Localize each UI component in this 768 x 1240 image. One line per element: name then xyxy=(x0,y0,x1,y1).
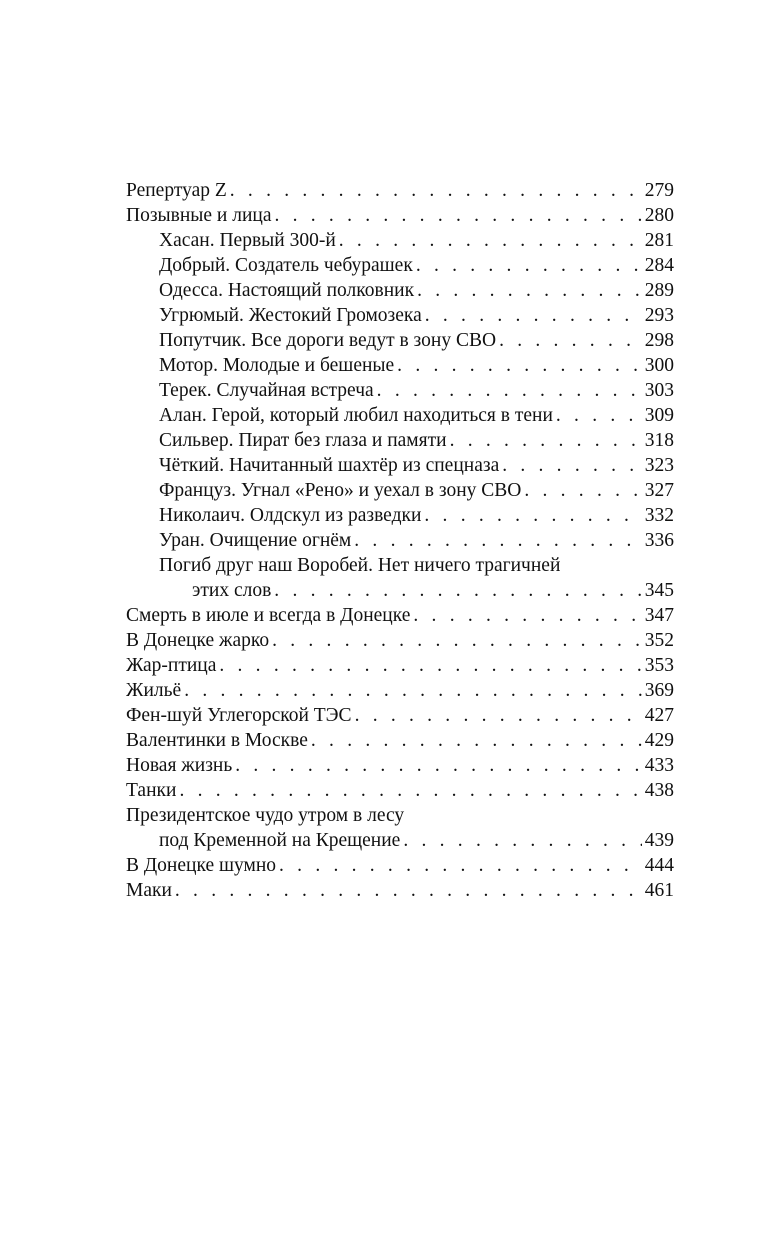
toc-subentry xyxy=(126,378,674,403)
toc-entry-page: 369 xyxy=(644,680,674,701)
toc-entry-page: 438 xyxy=(644,780,674,801)
dot-leader xyxy=(279,853,642,878)
toc-entry xyxy=(126,703,674,728)
toc-entry xyxy=(126,678,674,703)
toc-entry-page: 332 xyxy=(644,505,674,526)
table-of-contents xyxy=(126,178,674,903)
toc-entry-page: 293 xyxy=(644,305,674,326)
toc-entry-page: 345 xyxy=(644,580,674,601)
toc-entry-page: 347 xyxy=(644,605,674,626)
toc-entry-page: 336 xyxy=(644,530,674,551)
toc-entry-title: Позывные и лица xyxy=(126,205,272,226)
toc-subentry xyxy=(126,528,674,553)
toc-entry-page: 439 xyxy=(644,830,674,851)
dot-leader xyxy=(235,753,642,778)
toc-entry-title: Алан. Герой, который любил находиться в тени xyxy=(159,405,553,426)
toc-entry-title: Маки xyxy=(126,880,172,901)
toc-subentry xyxy=(126,228,674,253)
toc-subentry xyxy=(126,328,674,353)
toc-entry-page: 433 xyxy=(644,755,674,776)
toc-entry-page: 300 xyxy=(644,355,674,376)
toc-entry-title: Фен-шуй Углегорской ТЭС xyxy=(126,705,352,726)
toc-entry xyxy=(126,178,674,203)
toc-entry xyxy=(126,203,674,228)
dot-leader xyxy=(219,653,641,678)
toc-entry-title: Одесса. Настоящий полковник xyxy=(159,280,415,301)
toc-subentry xyxy=(126,253,674,278)
toc-entry xyxy=(126,753,674,778)
toc-entry xyxy=(126,853,674,878)
toc-entry-page: 427 xyxy=(644,705,674,726)
toc-entry-page: 352 xyxy=(644,630,674,651)
toc-entry-page: 309 xyxy=(644,405,674,426)
toc-entry-page: 279 xyxy=(644,180,674,201)
toc-entry-page: 318 xyxy=(644,430,674,451)
toc-entry-line2 xyxy=(126,828,674,853)
toc-entry-title: Валентинки в Москве xyxy=(126,730,308,751)
toc-entry-title: Президентское чудо утром в лесу xyxy=(126,805,405,826)
toc-entry xyxy=(126,628,674,653)
toc-entry-title: Француз. Угнал «Рено» и уехал в зону СВО xyxy=(159,480,522,501)
toc-entry-page: 280 xyxy=(644,205,674,226)
toc-entry-title: Новая жизнь xyxy=(126,755,233,776)
toc-subentry xyxy=(126,403,674,428)
dot-leader xyxy=(397,353,642,378)
toc-entry-title: Танки xyxy=(126,780,177,801)
toc-entry-page: 461 xyxy=(644,880,674,901)
toc-entry-title: Погиб друг наш Воробей. Нет ничего трагичней xyxy=(159,555,561,576)
toc-entry-title: Николаич. Олдскул из разведки xyxy=(159,505,422,526)
toc-entry-page: 303 xyxy=(644,380,674,401)
toc-entry-line1 xyxy=(126,803,674,828)
toc-entry-title: В Донецке жарко xyxy=(126,630,270,651)
toc-entry-title: Жильё xyxy=(126,680,182,701)
toc-entry-title: Репертуар Z xyxy=(126,180,227,201)
toc-entry-title: Хасан. Первый 300-й xyxy=(159,230,336,251)
toc-entry xyxy=(126,728,674,753)
toc-entry-title: Смерть в июле и всегда в Донецке xyxy=(126,605,411,626)
dot-leader xyxy=(230,178,642,203)
toc-subentry xyxy=(126,453,674,478)
toc-entry xyxy=(126,778,674,803)
dot-leader xyxy=(417,278,642,303)
dot-leader xyxy=(274,578,641,603)
dot-leader xyxy=(184,678,642,703)
dot-leader xyxy=(425,303,642,328)
toc-entry-title-continued: под Кременной на Крещение xyxy=(159,830,401,851)
toc-subentry xyxy=(126,353,674,378)
toc-entry-title: Добрый. Создатель чебурашек xyxy=(159,255,413,276)
toc-subentry-line2 xyxy=(126,578,674,603)
toc-entry-title: Попутчик. Все дороги ведут в зону СВО xyxy=(159,330,497,351)
toc-subentry xyxy=(126,428,674,453)
toc-entry-title: Мотор. Молодые и бешеные xyxy=(159,355,395,376)
toc-entry-title: Уран. Очищение огнём xyxy=(159,530,352,551)
dot-leader xyxy=(556,403,642,428)
toc-entry-page: 323 xyxy=(644,455,674,476)
toc-entry-title: Терек. Случайная встреча xyxy=(159,380,374,401)
toc-entry-title: Сильвер. Пират без глаза и памяти xyxy=(159,430,447,451)
toc-entry-title-continued: этих слов xyxy=(192,580,272,601)
toc-subentry xyxy=(126,478,674,503)
toc-entry-page: 281 xyxy=(644,230,674,251)
dot-leader xyxy=(377,378,642,403)
dot-leader xyxy=(179,778,641,803)
toc-entry-page: 298 xyxy=(644,330,674,351)
dot-leader xyxy=(311,728,642,753)
dot-leader xyxy=(502,453,642,478)
dot-leader xyxy=(272,628,642,653)
toc-entry xyxy=(126,878,674,903)
toc-entry-title: Жар-птица xyxy=(126,655,217,676)
toc-entry-page: 289 xyxy=(644,280,674,301)
toc-entry-title: Чёткий. Начитанный шахтёр из спецназа xyxy=(159,455,500,476)
toc-entry xyxy=(126,653,674,678)
dot-leader xyxy=(339,228,642,253)
dot-leader xyxy=(450,428,642,453)
toc-entry-page: 327 xyxy=(644,480,674,501)
toc-entry-page: 429 xyxy=(644,730,674,751)
dot-leader xyxy=(413,603,641,628)
toc-entry-title: Угрюмый. Жестокий Громозека xyxy=(159,305,422,326)
toc-subentry-line1 xyxy=(126,553,674,578)
dot-leader xyxy=(403,828,641,853)
toc-entry-page: 284 xyxy=(644,255,674,276)
toc-entry-page: 353 xyxy=(644,655,674,676)
toc-entry xyxy=(126,603,674,628)
dot-leader xyxy=(424,503,641,528)
dot-leader xyxy=(175,878,642,903)
toc-subentry xyxy=(126,503,674,528)
dot-leader xyxy=(416,253,642,278)
dot-leader xyxy=(274,203,641,228)
dot-leader xyxy=(355,703,642,728)
dot-leader xyxy=(524,478,641,503)
toc-entry-page: 444 xyxy=(644,855,674,876)
toc-subentry xyxy=(126,278,674,303)
dot-leader xyxy=(354,528,641,553)
dot-leader xyxy=(499,328,642,353)
toc-subentry xyxy=(126,303,674,328)
toc-entry-title: В Донецке шумно xyxy=(126,855,277,876)
